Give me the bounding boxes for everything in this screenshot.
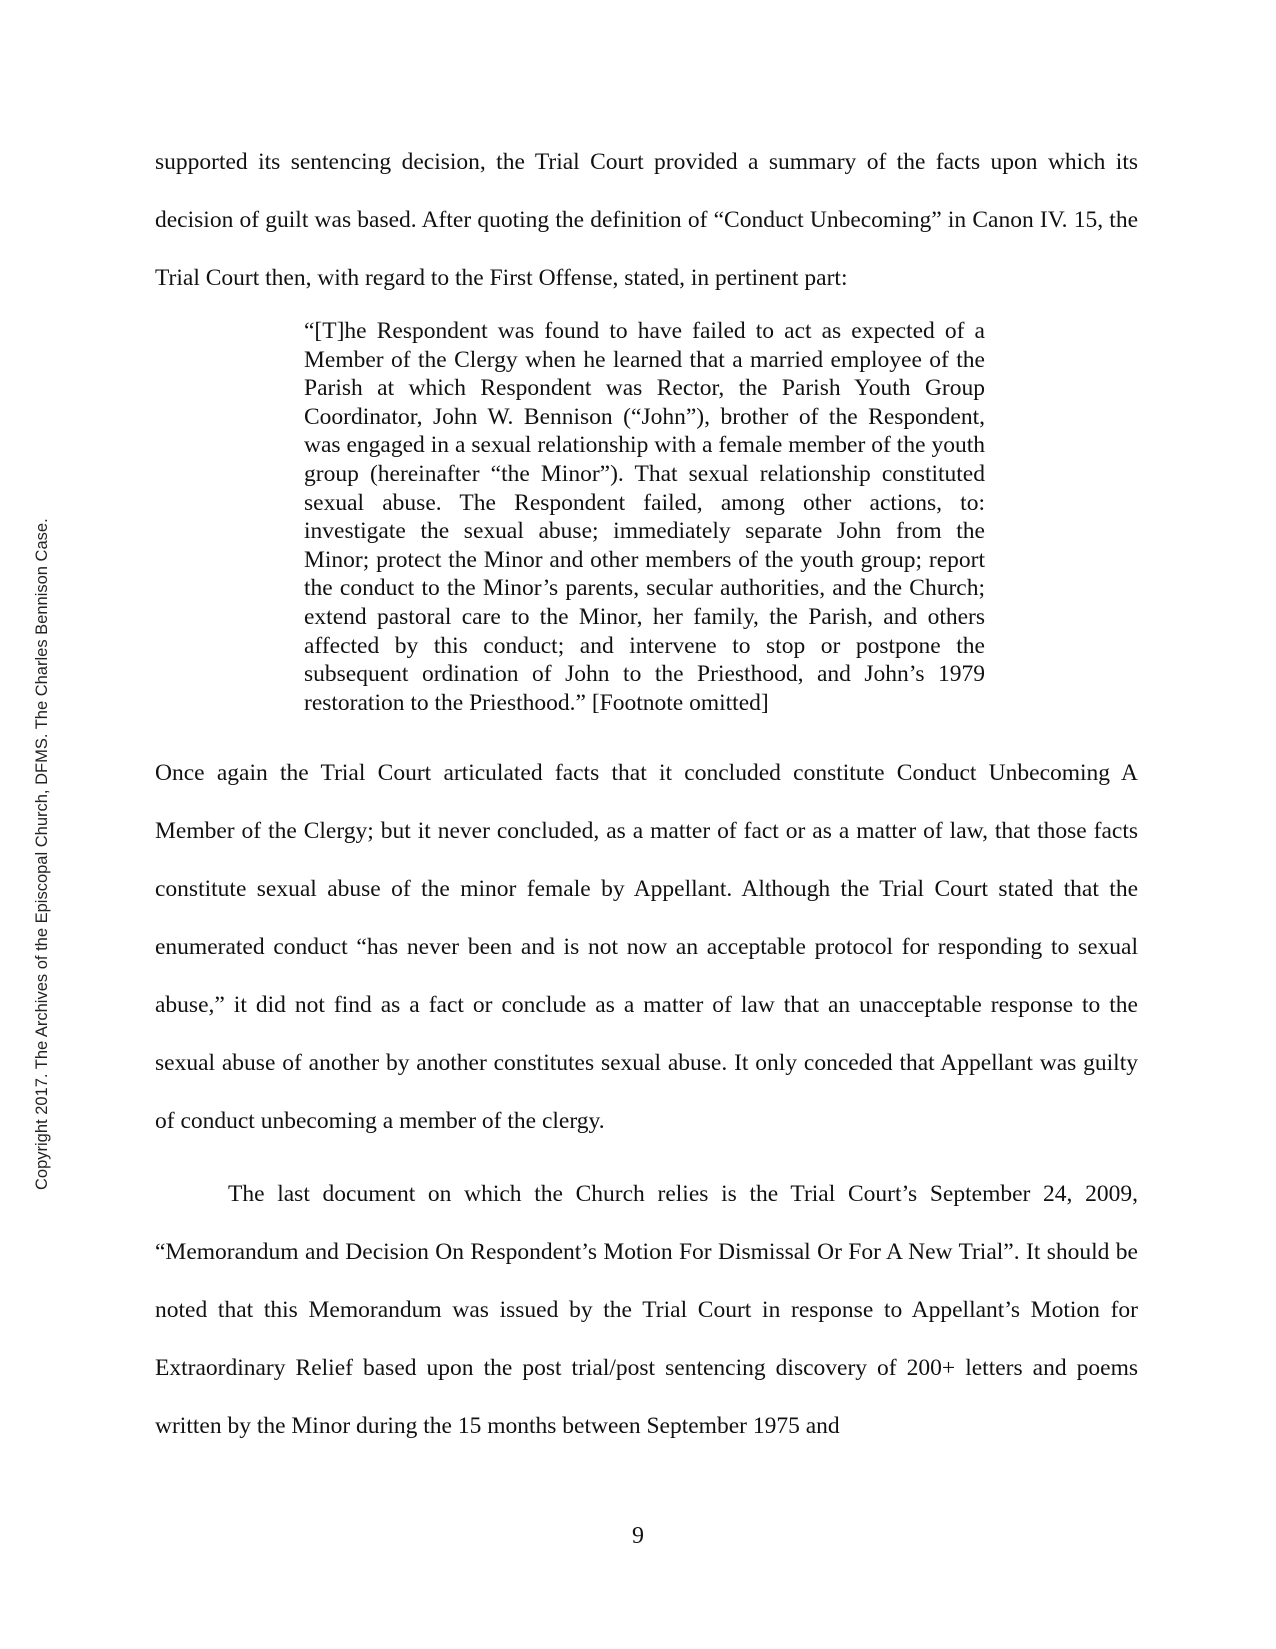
sidebar-copyright-notice: Copyright 2017. The Archives of the Episcopal Church, DFMS. The Charles Bennison Case. <box>33 518 51 1190</box>
body-paragraph-2: Once again the Trial Court articulated facts that it concluded constitute Conduct Unbecoming A Member of the Clergy; but it never concluded, as a matter of fact or as a matter of law, that those facts constitute sexual abuse of the minor female by Appellant. Although the Trial Court stated that the enumerated conduct “has never been and is not now an acceptable protocol for responding to sexual abuse,” it did not find as a fact or conclude as a matter of law that an unacceptable response to the sexual abuse of another by another constitutes sexual abuse. It only conceded that Appellant was guilty of conduct unbecoming a member of the clergy. <box>155 760 1138 1134</box>
body-paragraph-3: The last document on which the Church relies is the Trial Court’s September 24, 2009, “Memorandum and Decision On Respondent’s Motion For Dismissal Or For A New Trial”. It should be noted that this Memorandum was issued by the Trial Court in response to Appellant’s Motion for Extraordinary Relief based upon the post trial/post sentencing discovery of 200+ letters and poems written by the Minor during the 15 months between September 1975 and <box>155 1181 1138 1439</box>
body-paragraph-1: supported its sentencing decision, the Trial Court provided a summary of the facts upon which its decision of guilt was based. After quoting the definition of “Conduct Unbecoming” in Canon IV. 15, the Trial Court then, with regard to the First Offense, stated, in pertinent part: <box>155 149 1138 291</box>
page-number: 9 <box>632 1523 644 1549</box>
block-quote: “[T]he Respondent was found to have failed to act as expected of a Member of the Clergy when he learned that a married employee of the Parish at which Respondent was Rector, the Parish Youth Group Coordinator, John W. Bennison (“John”), brother of the Respondent, was engaged in a sexual relationship with a female member of the youth group (hereinafter “the Minor”). That sexual relationship constituted sexual abuse. The Respondent failed, among other actions, to: investigate the sexual abuse; immediately separate John from the Minor; protect the Minor and other members of the youth group; report the conduct to the Minor’s parents, secular authorities, and the Church; extend pastoral care to the Minor, her family, the Parish, and others affected by this conduct; and intervene to stop or postpone the subsequent ordination of John to the Priesthood, and John’s 1979 restoration to the Priesthood.” [Footnote omitted] <box>304 318 985 716</box>
